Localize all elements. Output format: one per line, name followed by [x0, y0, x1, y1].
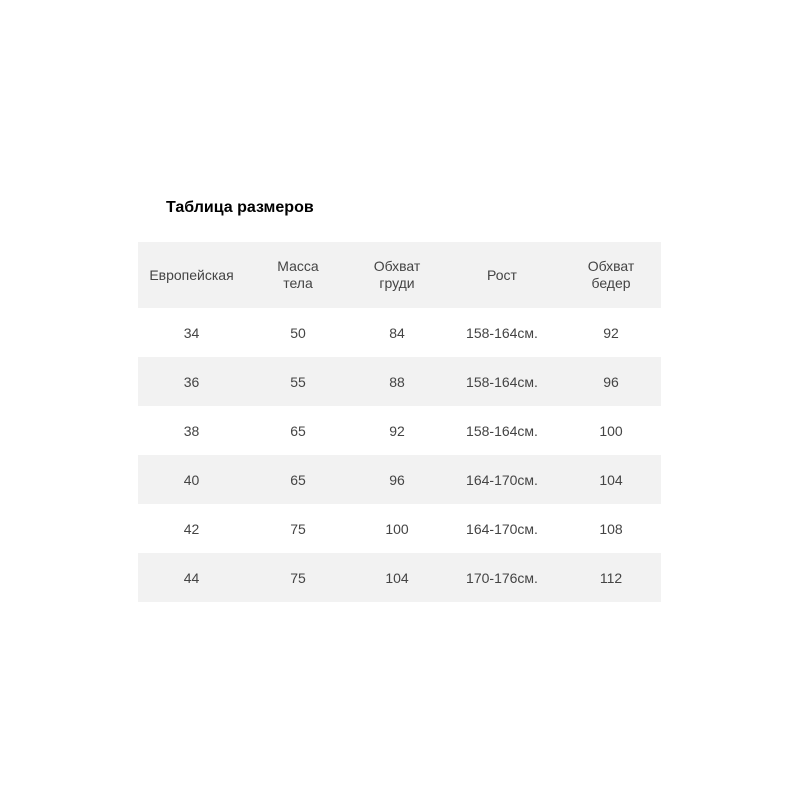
table-row	[138, 455, 661, 504]
cell-hip-girth: 112	[599, 569, 623, 586]
cell-european-size: 40	[183, 471, 200, 488]
size-table	[138, 242, 661, 602]
header-european-size	[138, 242, 245, 308]
header-label-line: бедер	[591, 275, 631, 291]
cell-chest-girth: 104	[385, 569, 409, 586]
cell-chest-girth: 100	[385, 520, 409, 537]
cell-height: 164-170см.	[466, 471, 538, 488]
header-label-line: тела	[283, 275, 313, 291]
header-label-line: Обхват	[373, 258, 421, 274]
cell-height: 158-164см.	[466, 373, 538, 390]
cell-european-size: 34	[183, 324, 200, 341]
table-row	[138, 406, 661, 455]
cell-body-weight: 75	[290, 569, 306, 586]
cell-european-size: 38	[183, 422, 200, 439]
header-hip-girth	[561, 242, 661, 308]
cell-chest-girth: 88	[389, 373, 405, 390]
cell-height: 164-170см.	[466, 520, 538, 537]
cell-european-size: 42	[183, 520, 200, 537]
table-header-row	[138, 242, 661, 308]
table-row	[138, 308, 661, 357]
header-label-line: Обхват	[587, 258, 635, 274]
cell-hip-girth: 104	[599, 471, 623, 488]
cell-body-weight: 55	[290, 373, 306, 390]
header-label-line: Рост	[487, 266, 517, 283]
cell-body-weight: 75	[290, 520, 306, 537]
cell-chest-girth: 84	[389, 324, 405, 341]
header-body-weight	[245, 242, 351, 308]
header-chest-girth	[351, 242, 443, 308]
cell-hip-girth: 96	[603, 373, 619, 390]
header-height	[443, 242, 561, 308]
header-label-line: Европейская	[149, 266, 234, 283]
cell-height: 170-176см.	[466, 569, 538, 586]
cell-european-size: 44	[183, 569, 200, 586]
header-label-line: груди	[379, 275, 415, 291]
page-title: Таблица размеров	[166, 199, 314, 216]
cell-chest-girth: 92	[389, 422, 405, 439]
cell-hip-girth: 108	[599, 520, 623, 537]
cell-height: 158-164см.	[466, 324, 538, 341]
cell-body-weight: 50	[290, 324, 306, 341]
header-label-line: Масса	[277, 258, 319, 274]
cell-body-weight: 65	[290, 471, 306, 488]
cell-european-size: 36	[183, 373, 200, 390]
cell-height: 158-164см.	[466, 422, 538, 439]
table-row	[138, 504, 661, 553]
cell-chest-girth: 96	[389, 471, 405, 488]
table-row	[138, 357, 661, 406]
cell-body-weight: 65	[290, 422, 306, 439]
cell-hip-girth: 100	[599, 422, 623, 439]
table-row	[138, 553, 661, 602]
cell-hip-girth: 92	[603, 324, 619, 341]
